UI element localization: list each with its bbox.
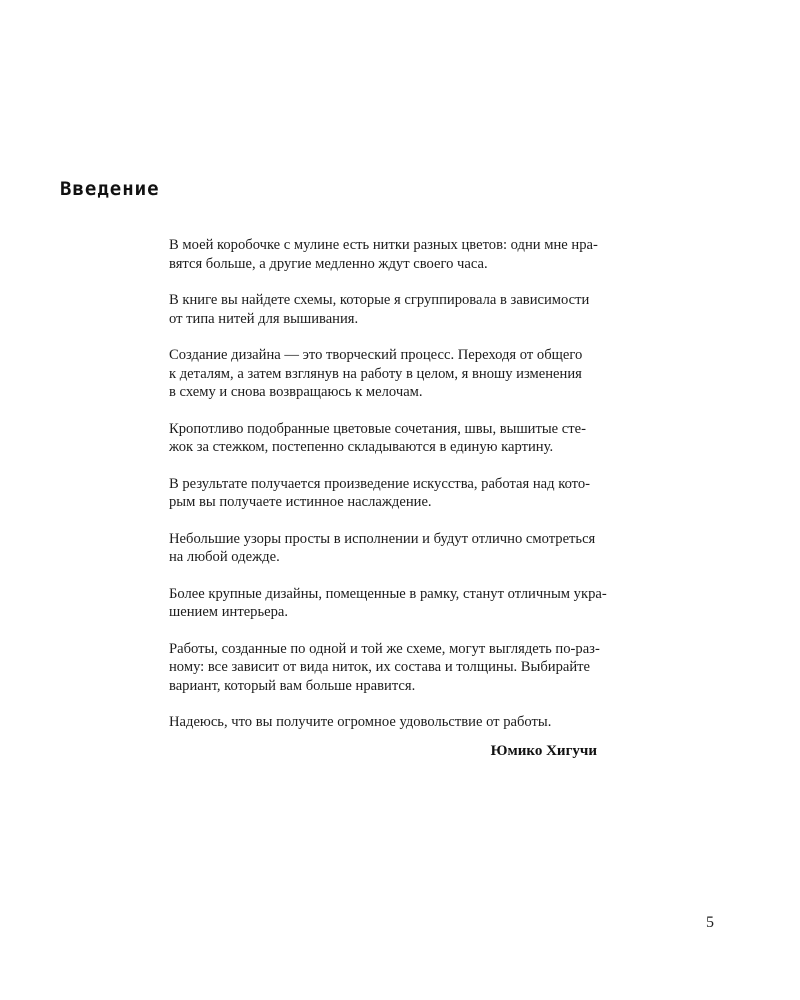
paragraph-3: Создание дизайна — это творческий процесс. Переходя от общего к деталям, а затем взглянув на работу в целом, я вношу изменения в схему и снова возвращаюсь к мелочам. bbox=[169, 347, 583, 400]
body-text bbox=[169, 236, 609, 750]
paragraph-2: В книге вы найдете схемы, которые я сгруппировала в зависимости от типа нитей для вышивания. bbox=[169, 292, 590, 327]
paragraph-4: Кропотливо подобранные цветовые сочетания, швы, вышитые сте- жок за стежком, постепенно складываются в единую картину. bbox=[169, 420, 586, 455]
paragraph-1: В моей коробочке с мулине есть нитки разных цветов: одни мне нра- вятся больше, а другие медленно ждут своего часа. bbox=[169, 237, 598, 272]
paragraph-7: Более крупные дизайны, помещенные в рамку, станут отличным укра- шением интерьера. bbox=[169, 585, 607, 620]
paragraph-5: В результате получается произведение искусства, работая над кото- рым вы получаете истинное наслаждение. bbox=[169, 475, 591, 510]
author-signature: Юмико Хигучи bbox=[490, 743, 597, 759]
paragraph-9: Надеюсь, что вы получите огромное удовольствие от работы. bbox=[169, 714, 552, 730]
page-title: Введение bbox=[60, 178, 160, 200]
paragraph-6: Небольшие узоры просты в исполнении и будут отлично смотреться на любой одежде. bbox=[169, 530, 596, 565]
paragraph-8: Работы, созданные по одной и той же схеме, могут выглядеть по-раз- ному: все зависит от вида ниток, их состава и толщины. Выбирайте вариант, который вам больше нравится. bbox=[169, 640, 600, 694]
page-number: 5 bbox=[706, 914, 714, 931]
